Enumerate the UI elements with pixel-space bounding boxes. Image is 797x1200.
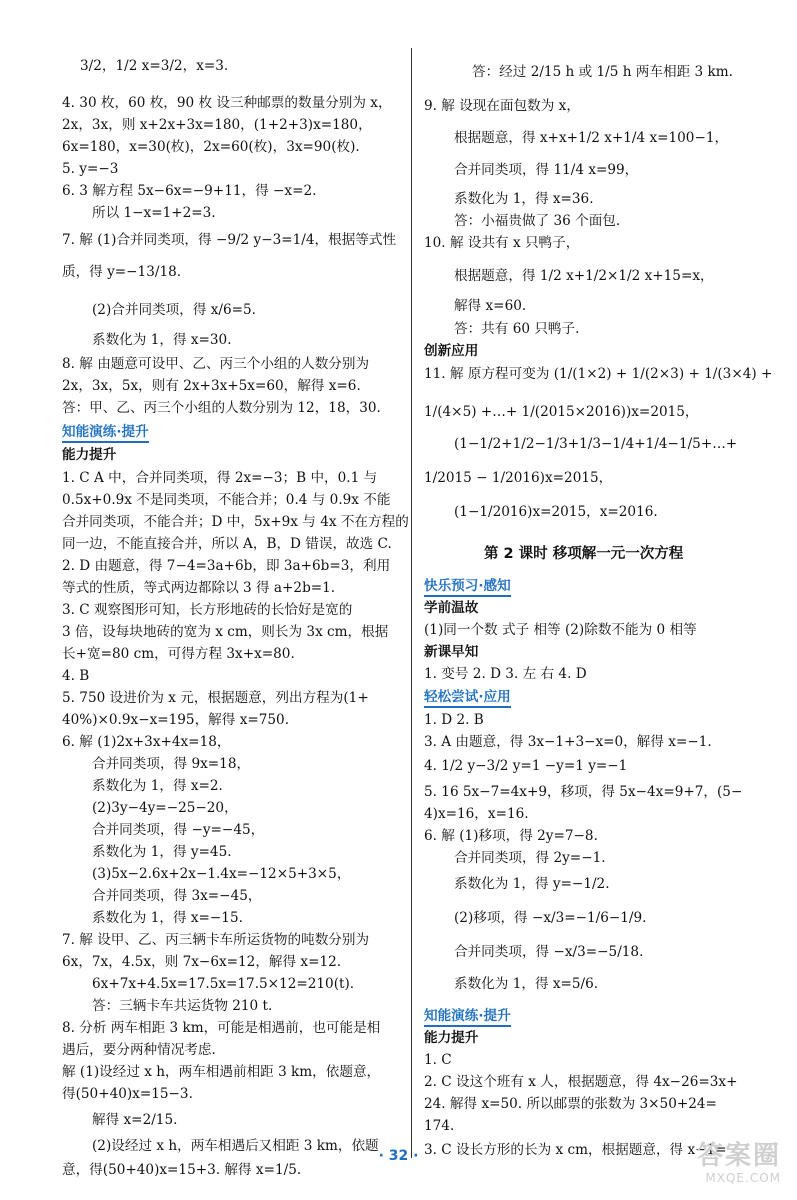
text-line: 1/2015 − 1/2016)x=2015， (424, 470, 613, 486)
text-line: 5. 750 设进价为 x 元，根据题意，列出方程为(1+ (62, 690, 369, 706)
text-line: 答：共有 60 只鸭子. (454, 321, 580, 337)
section-heading: 知能演练·提升 (424, 1006, 511, 1026)
text-line: 40%)×0.9x−x=195，解得 x=750. (62, 712, 290, 728)
text-line: 24. 解得 x=50. 所以邮票的张数为 3×50+24= (424, 1096, 717, 1112)
text-line: 同一边，不能直接合并，所以 A，B，D 错误，故选 C. (62, 536, 392, 552)
text-line: 174. (424, 1118, 455, 1134)
text-line: 系数化为 1，得 x=2. (92, 778, 223, 794)
text-line: 解得 x=2/15. (92, 1112, 178, 1128)
text-line: 2. C 设这个班有 x 人，根据题意，得 4x−26=3x+ (424, 1074, 738, 1090)
subsection-heading: 创新应用 (424, 343, 479, 359)
text-line: 1. C A 中，合并同类项，得 2x=−3；B 中，0.1 与 (62, 470, 378, 486)
text-line: (2)移项，得 −x/3=−1/6−1/9. (454, 910, 647, 926)
text-line: 5. y=−3 (62, 161, 119, 177)
text-line: 3. C 观察图形可知，长方形地砖的长恰好是宽的 (62, 602, 353, 618)
text-line: 6. 解 (1)2x+3x+4x=18， (62, 734, 231, 750)
text-line: 11. 解 原方程可变为 (1/(1×2) + 1/(2×3) + 1/(3×4) + (424, 366, 773, 382)
text-line: 答：经过 2/15 h 或 1/5 h 两车相距 3 km. (472, 64, 733, 80)
watermark-logo (661, 1142, 781, 1194)
text-line: 5. 16 5x−7=4x+9，移项，得 5x−4x=9+7，(5− (424, 784, 743, 800)
text-line: 长+宽=80 cm，可得方程 3x+x=80. (62, 646, 295, 662)
text-line: 得(50+40)x=15−3. (62, 1086, 193, 1102)
subsection-heading: 能力提升 (62, 447, 117, 463)
subsection-heading: 新课早知 (424, 644, 479, 660)
text-line: 10. 解 设共有 x 只鸭子， (424, 235, 580, 251)
text-line: 8. 解 由题意可设甲、乙、丙三个小组的人数分别为 (62, 356, 370, 372)
text-line: 6. 3 解方程 5x−6x=−9+11，得 −x=2. (62, 183, 317, 199)
text-line: (1−1/2016)x=2015，x=2016. (454, 504, 658, 520)
text-line: (2)设经过 x h，两车相遇后又相距 3 km，依题 (92, 1138, 379, 1154)
text-line: 3. A 由题意，得 3x−1+3−x=0，解得 x=−1. (424, 734, 712, 750)
lesson-title: 第 2 课时 移项解一元一次方程 (484, 546, 684, 562)
text-line: (2)合并同类项，得 x/6=5. (92, 302, 256, 318)
text-line: 根据题意，得 x+x+1/2 x+1/4 x=100−1， (454, 130, 729, 146)
text-line: 7. 解 (1)合并同类项，得 −9/2 y−3=1/4，根据等式性 (62, 232, 397, 248)
text-line: 1/(4×5) +…+ 1/(2015×2016))x=2015， (424, 404, 699, 420)
text-line: 答：三辆卡车共运货物 210 t. (92, 998, 273, 1014)
page-number: · 32 · (378, 1148, 419, 1164)
section-heading: 轻松尝试·应用 (424, 687, 511, 707)
text-line: 2x，3x，则 x+2x+3x=180，(1+2+3)x=180， (62, 117, 372, 133)
subsection-heading: 学前温故 (424, 600, 479, 616)
text-line: 3. C 设长方形的长为 x cm，根据题意，得 x−1= (424, 1142, 727, 1158)
text-line: 合并同类项，得 9x=18， (92, 756, 251, 772)
text-line: 6x+7x+4.5x=17.5x=17.5×12=210(t). (92, 976, 355, 992)
text-line: 解 (1)设经过 x h，两车相遇前相距 3 km，依题意， (62, 1064, 381, 1080)
text-line: 意，得(50+40)x=15+3. 解得 x=1/5. (62, 1162, 302, 1178)
text-line: 等式的性质，等式两边都除以 3 得 a+2b=1. (62, 580, 336, 596)
text-line: 4. B (62, 668, 90, 684)
text-line: 3/2，1/2 x=3/2，x=3. (80, 58, 229, 74)
text-line: 6. 解 (1)移项，得 2y=7−8. (424, 828, 598, 844)
text-line: 合并同类项，得 3x=−45， (92, 888, 262, 904)
text-line: 0.5x+0.9x 不是同类项，不能合并；0.4 与 0.9x 不能 (62, 492, 391, 508)
text-line: 系数化为 1，得 x=30. (92, 332, 232, 348)
text-line: 答：甲、乙、丙三个小组的人数分别为 12，18，30. (62, 400, 381, 416)
text-line: 质，得 y=−13/18. (62, 264, 182, 280)
text-line: 答：小福贵做了 36 个面包. (454, 213, 621, 229)
section-heading: 快乐预习·感知 (424, 576, 511, 596)
text-line: 系数化为 1，得 x=5/6. (454, 976, 599, 992)
text-line: 所以 1−x=1+2=3. (92, 205, 216, 221)
text-line: 2x，3x，5x，则有 2x+3x+5x=60，解得 x=6. (62, 378, 361, 394)
watermark-url: MXQE.COM (705, 1171, 781, 1185)
text-line: 系数化为 1，得 y=−1/2. (454, 876, 610, 892)
text-line: 4. 1/2 y−3/2 y=1 −y=1 y=−1 (424, 758, 628, 774)
text-line: 合并同类项，得 11/4 x=99， (454, 162, 639, 178)
text-line: (2)3y−4y=−25−20， (92, 800, 238, 816)
text-line: 4. 30 枚，60 枚，90 枚 设三种邮票的数量分别为 x， (62, 95, 392, 111)
text-line: 根据题意，得 1/2 x+1/2×1/2 x+15=x， (454, 268, 714, 284)
text-line: (1−1/2+1/2−1/3+1/3−1/4+1/4−1/5+…+ (454, 436, 738, 452)
text-line: 1. D 2. B (424, 712, 484, 728)
text-line: 合并同类项，得 −x/3=−5/18. (454, 944, 644, 960)
divider (411, 48, 412, 1158)
text-line: 6x，7x，4.5x，则 7x−6x=12，解得 x=12. (62, 954, 342, 970)
text-line: 7. 解 设甲、乙、丙三辆卡车所运货物的吨数分别为 (62, 932, 370, 948)
text-line: 系数化为 1，得 x=−15. (92, 910, 243, 926)
text-line: 3 倍，设每块地砖的宽为 x cm，则长为 3x cm，根据 (62, 624, 389, 640)
text-line: 6x=180，x=30(枚)，2x=60(枚)，3x=90(枚). (62, 139, 360, 155)
subsection-heading: 能力提升 (424, 1030, 479, 1046)
text-line: 9. 解 设现在面包数为 x， (424, 98, 580, 114)
text-line: 合并同类项，得 2y=−1. (454, 850, 606, 866)
text-line: (3)5x−2.6x+2x−1.4x=−12×5+3×5， (92, 866, 351, 882)
text-line: 2. D 由题意，得 7−4=3a+6b，即 3a+6b=3，利用 (62, 558, 391, 574)
text-line: 系数化为 1，得 y=45. (92, 844, 232, 860)
text-line: 系数化为 1，得 x=36. (454, 191, 594, 207)
text-line: 遇后，要分两种情况考虑. (62, 1042, 216, 1058)
text-line: 合并同类项，不能合并；D 中，5x+9x 与 4x 不在方程的 (62, 514, 409, 530)
section-heading: 知能演练·提升 (62, 422, 149, 442)
text-line: 4)x=16，x=16. (424, 806, 529, 822)
watermark-text: 答案圈 (696, 1141, 781, 1171)
text-line: 1. C (424, 1052, 452, 1068)
text-line: 解得 x=60. (454, 298, 527, 314)
text-line: 8. 分析 两车相距 3 km，可能是相遇前，也可能是相 (62, 1020, 381, 1036)
text-line: (1)同一个数 式子 相等 (2)除数不能为 0 相等 (424, 622, 697, 638)
text-line: 合并同类项，得 −y=−45， (92, 822, 265, 838)
text-line: 1. 变号 2. D 3. 左 右 4. D (424, 666, 587, 682)
